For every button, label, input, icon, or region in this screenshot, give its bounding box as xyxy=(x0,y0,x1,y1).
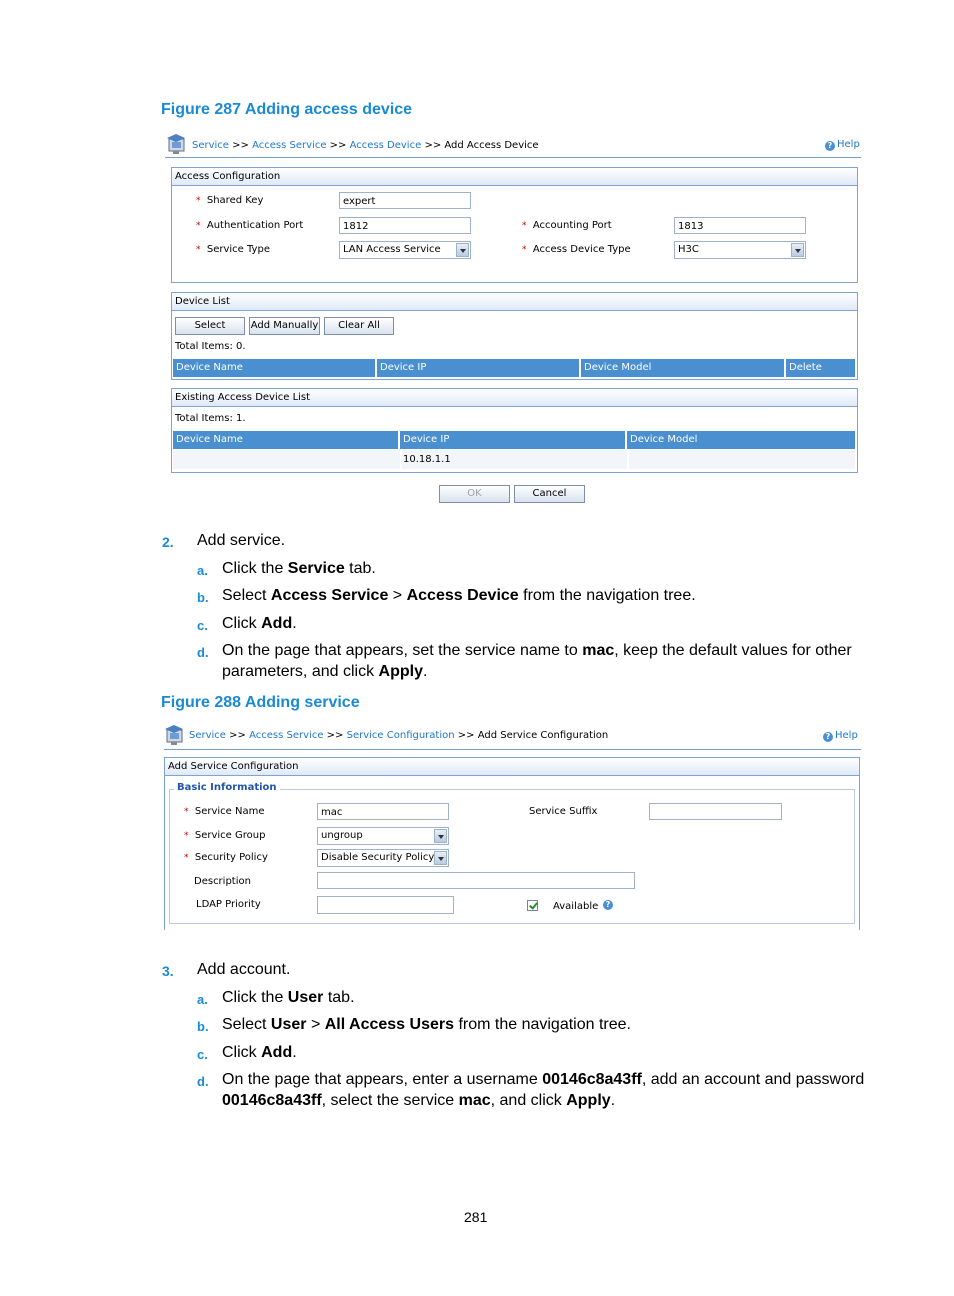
step-2a-text: Click the Service tab. xyxy=(222,560,376,577)
service-type-label: * Service Type xyxy=(196,244,270,255)
description-input[interactable] xyxy=(317,872,635,889)
step-3-number: 3. xyxy=(162,963,174,979)
figure-287-caption: Figure 287 Adding access device xyxy=(161,101,413,118)
help-icon: ? xyxy=(823,732,833,742)
breadcrumb-access-service-link[interactable]: Access Service xyxy=(252,140,327,151)
panel-title: Access Configuration xyxy=(172,168,857,186)
step-2d-text: On the page that appears, set the service name to mac, keep the default values for other parameters, and click Apply. xyxy=(222,642,852,680)
row-device-ip: 10.18.1.1 xyxy=(403,454,451,465)
existing-list-table-header xyxy=(173,431,855,449)
breadcrumb-access-service-link[interactable]: Access Service xyxy=(249,730,324,741)
shared-key-input[interactable]: expert xyxy=(339,192,471,209)
available-label: Available xyxy=(553,901,599,912)
security-policy-label: * Security Policy xyxy=(184,852,268,863)
column-device-ip[interactable]: Device IP xyxy=(377,359,581,377)
service-type-select[interactable]: LAN Access Service xyxy=(339,241,471,259)
ldap-priority-label: LDAP Priority xyxy=(196,899,261,910)
security-policy-select[interactable]: Disable Security Policy xyxy=(317,849,449,867)
column-divider xyxy=(627,450,629,469)
step-2b-text: Select Access Service > Access Device from the navigation tree. xyxy=(222,587,696,604)
step-3d-letter: d. xyxy=(197,1074,209,1089)
step-3c-letter: c. xyxy=(197,1047,208,1062)
breadcrumb-access-device-link[interactable]: Access Device xyxy=(349,140,422,151)
chevron-down-icon xyxy=(456,243,469,257)
service-suffix-input[interactable] xyxy=(649,803,782,820)
column-device-model[interactable]: Device Model xyxy=(630,434,698,445)
step-2-number: 2. xyxy=(162,534,174,550)
chevron-down-icon xyxy=(791,243,804,257)
step-3-text: Add account. xyxy=(197,961,291,978)
column-delete[interactable]: Delete xyxy=(789,362,822,373)
ok-button[interactable]: OK xyxy=(439,485,510,503)
help-link[interactable]: ? Help xyxy=(823,730,858,742)
help-link[interactable]: ? Help xyxy=(825,139,860,151)
description-label: Description xyxy=(194,876,251,887)
panel-title: Add Service Configuration xyxy=(165,758,859,776)
step-2d-letter: d. xyxy=(197,645,209,660)
step-2b-letter: b. xyxy=(197,590,209,605)
header-divider xyxy=(165,157,861,158)
step-3d-text: On the page that appears, enter a username 00146c8a43ff, add an account and password 00146c8a43ff, select the service mac, and click Apply. xyxy=(222,1071,865,1109)
select-button[interactable]: Select xyxy=(175,317,245,335)
service-name-label: * Service Name xyxy=(184,806,265,817)
step-2a-letter: a. xyxy=(197,563,208,578)
step-3c-text: Click Add. xyxy=(222,1044,297,1061)
page-number: 281 xyxy=(464,1209,488,1225)
accounting-port-input[interactable]: 1813 xyxy=(674,217,806,234)
breadcrumb: Service >> Access Service >> Access Device >> Add Access Device xyxy=(192,140,539,151)
cancel-button[interactable]: Cancel xyxy=(514,485,585,503)
device-list-total: Total Items: 0. xyxy=(175,341,246,352)
access-device-type-select[interactable]: H3C xyxy=(674,241,806,259)
breadcrumb-service-link[interactable]: Service xyxy=(192,140,229,151)
panel-title: Existing Access Device List xyxy=(172,389,857,407)
access-device-type-label: * Access Device Type xyxy=(522,244,631,255)
column-device-model[interactable]: Device Model xyxy=(581,359,786,377)
step-3b-letter: b. xyxy=(197,1019,209,1034)
step-2-text: Add service. xyxy=(197,532,286,549)
step-3a-text: Click the User tab. xyxy=(222,989,355,1006)
service-icon xyxy=(164,725,186,747)
breadcrumb: Service >> Access Service >> Service Configuration >> Add Service Configuration xyxy=(189,730,609,741)
service-suffix-label: Service Suffix xyxy=(529,806,598,817)
authentication-port-input[interactable]: 1812 xyxy=(339,217,471,234)
column-device-name[interactable]: Device Name xyxy=(173,359,377,377)
service-icon xyxy=(166,134,188,156)
header-divider xyxy=(164,749,861,750)
service-group-label: * Service Group xyxy=(184,830,266,841)
clear-all-button[interactable]: Clear All xyxy=(324,317,394,335)
column-device-ip[interactable]: Device IP xyxy=(400,431,627,449)
chevron-down-icon xyxy=(434,851,447,865)
breadcrumb-current: Add Access Device xyxy=(444,140,539,151)
add-manually-button[interactable]: Add Manually xyxy=(249,317,320,335)
basic-information-legend: Basic Information xyxy=(174,782,280,793)
available-checkbox[interactable] xyxy=(527,900,538,911)
device-list-table-header xyxy=(173,359,855,377)
figure-288-caption: Figure 288 Adding service xyxy=(161,694,360,711)
step-3b-text: Select User > All Access Users from the navigation tree. xyxy=(222,1016,631,1033)
help-icon: ? xyxy=(825,141,835,151)
column-divider xyxy=(400,450,402,469)
existing-list-total: Total Items: 1. xyxy=(175,413,246,424)
info-icon[interactable]: ? xyxy=(603,900,613,910)
authentication-port-label: * Authentication Port xyxy=(196,220,304,231)
breadcrumb-current: Add Service Configuration xyxy=(477,730,609,741)
chevron-down-icon xyxy=(434,829,447,843)
breadcrumb-service-link[interactable]: Service xyxy=(189,730,226,741)
column-device-name[interactable]: Device Name xyxy=(173,431,400,449)
panel-title: Device List xyxy=(172,293,857,311)
service-name-input[interactable]: mac xyxy=(317,803,449,820)
table-row[interactable] xyxy=(173,450,855,469)
step-2c-text: Click Add. xyxy=(222,615,297,632)
service-group-select[interactable]: ungroup xyxy=(317,827,449,845)
accounting-port-label: * Accounting Port xyxy=(522,220,612,231)
step-2c-letter: c. xyxy=(197,618,208,633)
breadcrumb-service-configuration-link[interactable]: Service Configuration xyxy=(346,730,455,741)
shared-key-label: * Shared Key xyxy=(196,195,264,206)
ldap-priority-input[interactable] xyxy=(317,896,454,914)
step-3a-letter: a. xyxy=(197,992,208,1007)
